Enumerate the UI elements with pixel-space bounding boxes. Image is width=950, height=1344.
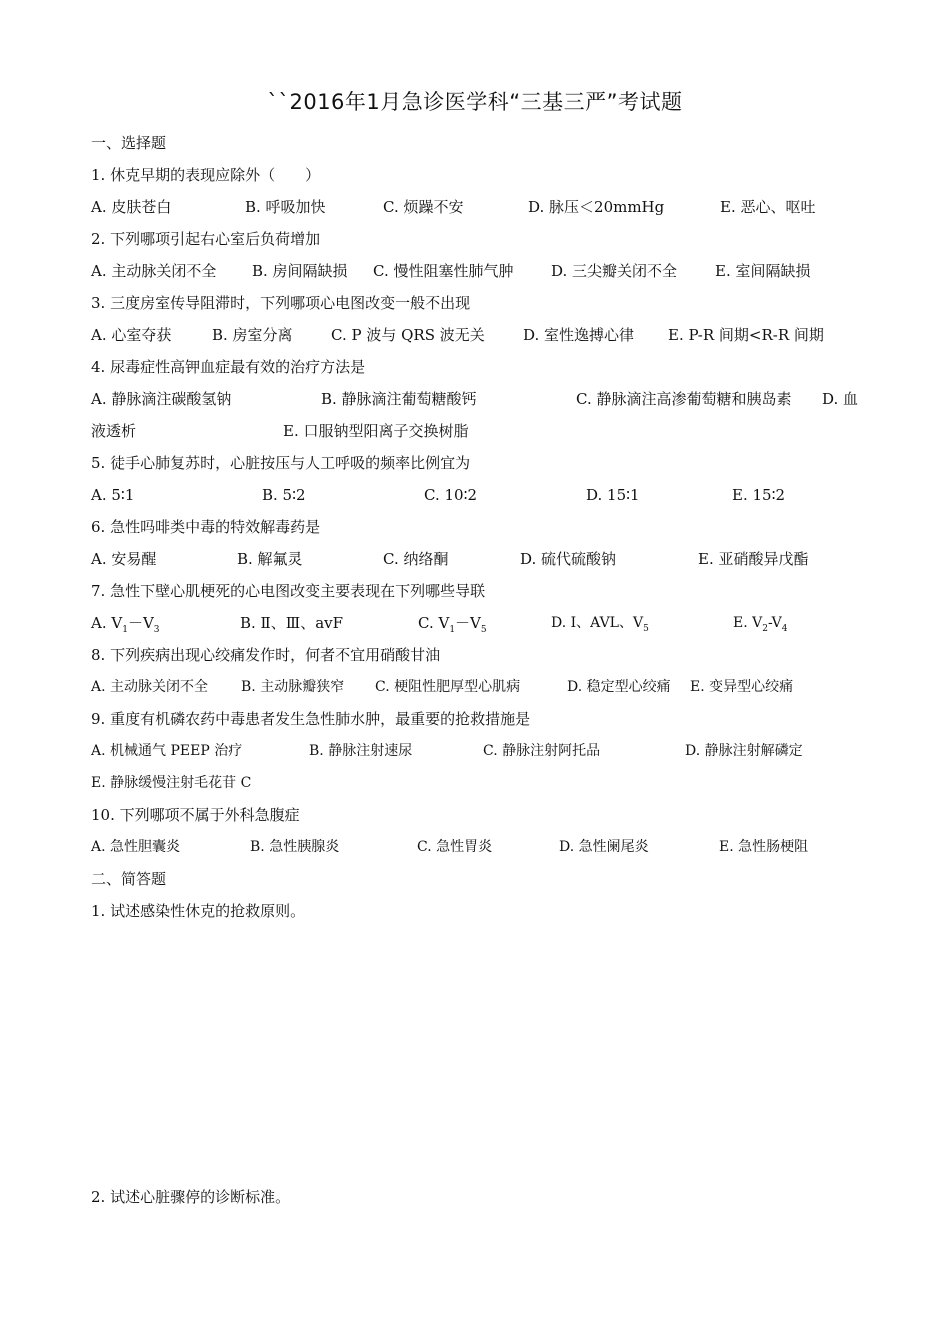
question-6-option-d: D. 硫代硫酸钠 — [520, 550, 617, 568]
question-3-option-b: B. 房室分离 — [212, 326, 293, 344]
question-3-option-c: C. P 波与 QRS 波无关 — [331, 326, 485, 344]
question-3-stem: 3. 三度房室传导阻滞时，下列哪项心电图改变一般不出现 — [91, 294, 471, 312]
question-1-option-a: A. 皮肤苍白 — [91, 198, 172, 216]
question-3-option-e: E. P-R 间期<R-R 间期 — [668, 326, 824, 344]
question-5-option-c: C. 10∶2 — [424, 486, 478, 504]
question-7-option-c — [418, 613, 487, 640]
question-9-option-c: C. 静脉注射阿托品 — [483, 743, 601, 759]
subscript: 2 — [762, 624, 768, 634]
question-6-option-a: A. 安易醒 — [91, 550, 157, 568]
question-5-option-a: A. 5∶1 — [91, 486, 135, 504]
question-8-option-a: A. 主动脉关闭不全 — [91, 679, 209, 695]
question-4-option-a: A. 静脉滴注碳酸氢钠 — [91, 390, 232, 408]
short-answer-question-1: 1. 试述感染性休克的抢救原则。 — [91, 902, 306, 920]
question-2-option-b: B. 房间隔缺损 — [252, 262, 348, 280]
question-8-option-e: E. 变异型心绞痛 — [690, 679, 794, 695]
option-c-lead: C. V — [418, 614, 450, 632]
subscript: 1 — [122, 625, 128, 635]
question-8-option-c: C. 梗阻性肥厚型心肌病 — [375, 679, 521, 695]
question-1-option-c: C. 烦躁不安 — [383, 198, 464, 216]
option-a-lead: A. V — [91, 614, 123, 632]
question-2-stem: 2. 下列哪项引起右心室后负荷增加 — [91, 230, 321, 248]
question-10-stem: 10. 下列哪项不属于外科急腹症 — [91, 806, 300, 824]
question-3-option-d: D. 室性逸搏心律 — [523, 326, 635, 344]
question-9-option-e: E. 静脉缓慢注射毛花苷 C — [91, 775, 252, 791]
question-2-option-c: C. 慢性阻塞性肺气肿 — [373, 262, 514, 280]
subscript: 1 — [449, 625, 456, 635]
option-a-mid: －V — [127, 614, 154, 632]
question-7-option-e — [733, 613, 788, 639]
question-10-option-e: E. 急性肠梗阻 — [719, 839, 809, 855]
question-4-option-b: B. 静脉滴注葡萄糖酸钙 — [321, 390, 477, 408]
question-5-stem: 5. 徒手心肺复苏时，心脏按压与人工呼吸的频率比例宜为 — [91, 454, 471, 472]
question-8-stem: 8. 下列疾病出现心绞痛发作时，何者不宜用硝酸甘油 — [91, 646, 441, 664]
question-10-option-a: A. 急性胆囊炎 — [91, 839, 181, 855]
section-heading-choice: 一、选择题 — [91, 134, 167, 152]
question-2-option-e: E. 室间隔缺损 — [715, 262, 811, 280]
question-9-option-a: A. 机械通气 PEEP 治疗 — [91, 743, 243, 759]
question-4-option-d-continued: 液透析 — [91, 422, 137, 440]
question-3-option-a: A. 心室夺获 — [91, 326, 172, 344]
question-1-option-b: B. 呼吸加快 — [245, 198, 326, 216]
question-5-option-b: B. 5∶2 — [262, 486, 306, 504]
page-title: ``2016年1月急诊医学科“三基三严”考试题 — [267, 90, 683, 114]
short-answer-question-2: 2. 试述心脏骤停的诊断标准。 — [91, 1188, 291, 1206]
question-8-option-b: B. 主动脉瓣狭窄 — [241, 679, 345, 695]
question-10-option-b: B. 急性胰腺炎 — [250, 839, 340, 855]
subscript: 3 — [153, 625, 160, 635]
option-d-lead: D. Ⅰ、AVL、V — [551, 615, 644, 631]
question-1-option-e: E. 恶心、呕吐 — [720, 198, 816, 216]
question-6-option-b: B. 解氟灵 — [237, 550, 303, 568]
question-9-option-b: B. 静脉注射速尿 — [309, 743, 413, 759]
question-10-option-d: D. 急性阑尾炎 — [559, 839, 649, 855]
option-e-mid: -V — [767, 615, 782, 631]
question-2-option-a: A. 主动脉关闭不全 — [91, 262, 217, 280]
question-1-stem: 1. 休克早期的表现应除外（ ） — [91, 166, 321, 184]
question-6-option-c: C. 纳络酮 — [383, 550, 449, 568]
question-10-option-c: C. 急性胃炎 — [417, 839, 493, 855]
question-2-option-d: D. 三尖瓣关闭不全 — [551, 262, 678, 280]
question-6-option-e: E. 亚硝酸异戊酯 — [698, 550, 809, 568]
subscript: 5 — [643, 624, 649, 634]
question-5-option-d: D. 15∶1 — [586, 486, 640, 504]
question-8-option-d: D. 稳定型心绞痛 — [567, 679, 671, 695]
question-5-option-e: E. 15∶2 — [732, 486, 786, 504]
question-7-option-a — [91, 613, 160, 640]
question-6-stem: 6. 急性吗啡类中毒的特效解毒药是 — [91, 518, 321, 536]
question-7-option-b: B. Ⅱ、Ⅲ、avF — [240, 614, 344, 632]
question-4-option-e: E. 口服钠型阳离子交换树脂 — [283, 422, 469, 440]
question-1-option-d: D. 脉压＜20mmHg — [528, 198, 665, 216]
option-c-mid: －V — [455, 614, 481, 632]
question-7-option-d — [551, 613, 649, 639]
question-4-option-c: C. 静脉滴注高渗葡萄糖和胰岛素 — [576, 390, 792, 408]
question-9-option-d: D. 静脉注射解磷定 — [685, 743, 803, 759]
question-4-stem: 4. 尿毒症性高钾血症最有效的治疗方法是 — [91, 358, 366, 376]
question-4-option-d: D. 血 — [822, 390, 859, 408]
option-e-lead: E. V — [733, 615, 763, 631]
subscript: 5 — [480, 625, 487, 635]
subscript: 4 — [781, 624, 788, 634]
question-7-stem: 7. 急性下壁心肌梗死的心电图改变主要表现在下列哪些导联 — [91, 582, 486, 600]
section-heading-short-answer: 二、简答题 — [91, 870, 167, 888]
question-9-stem: 9. 重度有机磷农药中毒患者发生急性肺水肿，最重要的抢救措施是 — [91, 710, 531, 728]
